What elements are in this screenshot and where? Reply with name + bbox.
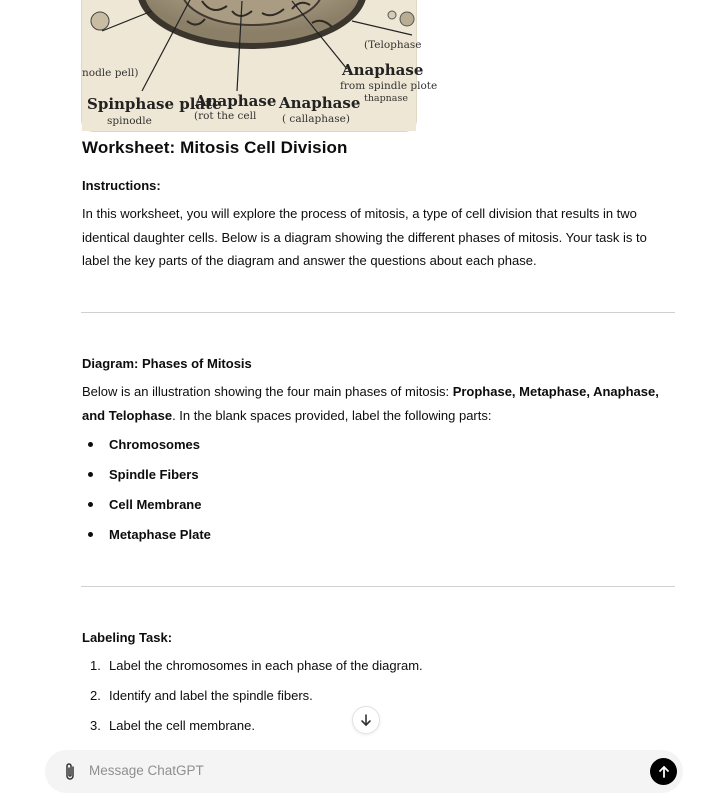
labeling-heading: Labeling Task: — [82, 630, 173, 645]
list-item: 2. Identify and label the spindle fibers. — [90, 688, 313, 703]
illus-label-nodle-pell: nodle pell) — [82, 67, 139, 79]
instructions-label: Instructions: — [82, 178, 161, 193]
list-item: Metaphase Plate — [82, 525, 675, 555]
illus-label-spinphase-plate: Spinphase plate — [87, 95, 222, 113]
divider — [81, 586, 675, 587]
list-item: Cell Membrane — [82, 495, 675, 525]
divider — [81, 312, 675, 313]
message-composer[interactable] — [45, 750, 683, 793]
page-title: Worksheet: Mitosis Cell Division — [82, 138, 348, 157]
instructions-text: In this worksheet, you will explore the process of mitosis, a type of cell division that results in two identical daughter cells. Below is a diagram showing the different phases of mitosis. Your task is to label the key parts of the diagram and answer the questions about each phase. — [82, 206, 647, 268]
arrow-down-icon — [359, 713, 373, 727]
paperclip-icon — [63, 762, 77, 782]
illus-label-rot-the-cell: (rot the cell — [194, 110, 257, 122]
illus-label-spinodle: spinodle — [107, 115, 152, 127]
list-item: 3. Label the cell membrane. — [90, 718, 255, 733]
illus-label-telophase: (Telophase — [364, 39, 422, 51]
tasks-list — [82, 656, 675, 746]
parts-list — [82, 435, 675, 555]
instructions-section — [82, 178, 675, 193]
illus-label-anaphase-mid: Anaphase — [195, 92, 277, 110]
list-item: Spindle Fibers — [82, 465, 675, 495]
mitosis-illustration — [81, 0, 438, 132]
illus-label-anaphase-right: Anaphase — [342, 61, 424, 79]
message-input[interactable]: Message ChatGPT — [89, 763, 204, 778]
list-item: 1. Label the chromosomes in each phase of the diagram. — [90, 658, 423, 673]
illus-label-anaphase-left2: Anaphase — [279, 94, 361, 112]
scroll-down-button[interactable] — [352, 706, 380, 734]
illus-label-from-spindle: from spindle plote — [340, 80, 438, 92]
attach-button[interactable] — [63, 762, 77, 782]
send-button[interactable] — [650, 758, 677, 785]
diagram-heading: Diagram: Phases of Mitosis — [82, 356, 252, 371]
list-item: Chromosomes — [82, 435, 675, 465]
illus-label-thapnase: thapnase — [364, 93, 408, 104]
arrow-up-icon — [657, 765, 671, 779]
diagram-intro: Below is an illustration showing the four main phases of mitosis: Prophase, Metaphase, Anaphase, and Telophase. In the blank spaces provided, label the following parts: — [82, 384, 659, 423]
illus-label-callaphase: ( callaphase) — [282, 113, 350, 125]
